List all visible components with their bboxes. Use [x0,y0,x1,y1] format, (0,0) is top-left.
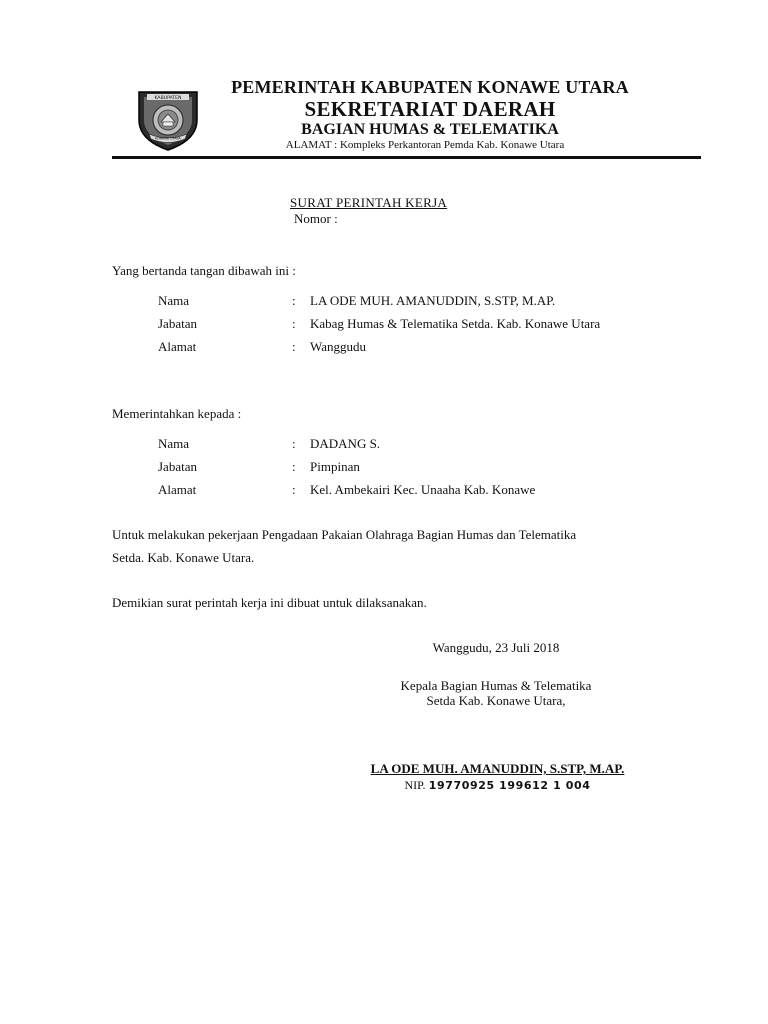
signer-intro: Yang bertanda tangan dibawah ini : [112,263,296,278]
signer-address-label: Alamat [158,339,197,354]
signer-address-value: Wanggudu [310,339,366,354]
letterhead-divider [112,156,701,159]
recipient-position-label: Jabatan [158,459,197,474]
signer-name-value: LA ODE MUH. AMANUDDIN, S.STP, M.AP. [310,293,556,308]
task-description-line1: Untuk melakukan pekerjaan Pengadaan Pakaian Olahraga Bagian Humas dan Telematika [112,527,577,542]
letterhead-address: ALAMAT : Kompleks Perkantoran Pemda Kab. Konawe Utara [285,139,565,151]
signer-position-colon: : [292,316,296,331]
signatory-name: LA ODE MUH. AMANUDDIN, S.STP, M.AP. [370,761,625,776]
signer-title-line1: Kepala Bagian Humas & Telematika [400,678,592,693]
document-number-label: Nomor : [294,211,338,226]
signatory-nip [340,777,655,793]
letterhead-department: BAGIAN HUMAS & TELEMATIKA [301,121,559,138]
nip-number: 19770925 199612 1 004 [428,779,591,792]
nip-label: NIP. [404,778,426,792]
svg-text:KONAWE UTARA: KONAWE UTARA [155,136,181,141]
recipient-name-colon: : [292,436,296,451]
recipient-address-colon: : [292,482,296,497]
recipient-name-value: DADANG S. [310,436,381,451]
place-date: Wanggudu, 23 Juli 2018 [432,640,560,655]
signer-position-label: Jabatan [158,316,197,331]
recipient-name-label: Nama [158,436,190,451]
letterhead-secretariat: SEKRETARIAT DAERAH [304,97,556,121]
signer-position-value: Kabag Humas & Telematika Setda. Kab. Konawe Utara [310,316,601,331]
task-description-line2: Setda. Kab. Konawe Utara. [112,550,255,565]
signer-title-line2: Setda Kab. Konawe Utara, [426,693,566,708]
signer-name-colon: : [292,293,296,308]
signer-name-label: Nama [158,293,190,308]
recipient-address-value: Kel. Ambekairi Kec. Unaaha Kab. Konawe [310,482,536,497]
regency-emblem-icon [135,86,201,152]
closing-statement: Demikian surat perintah kerja ini dibuat untuk dilaksanakan. [112,595,427,610]
document-title: SURAT PERINTAH KERJA [290,195,448,210]
recipient-address-label: Alamat [158,482,197,497]
letterhead-government: PEMERINTAH KABUPATEN KONAWE UTARA [231,77,629,97]
recipient-position-colon: : [292,459,296,474]
signer-address-colon: : [292,339,296,354]
recipient-position-value: Pimpinan [310,459,360,474]
recipient-intro: Memerintahkan kepada : [112,406,242,421]
svg-text:KABUPATEN: KABUPATEN [154,96,182,101]
